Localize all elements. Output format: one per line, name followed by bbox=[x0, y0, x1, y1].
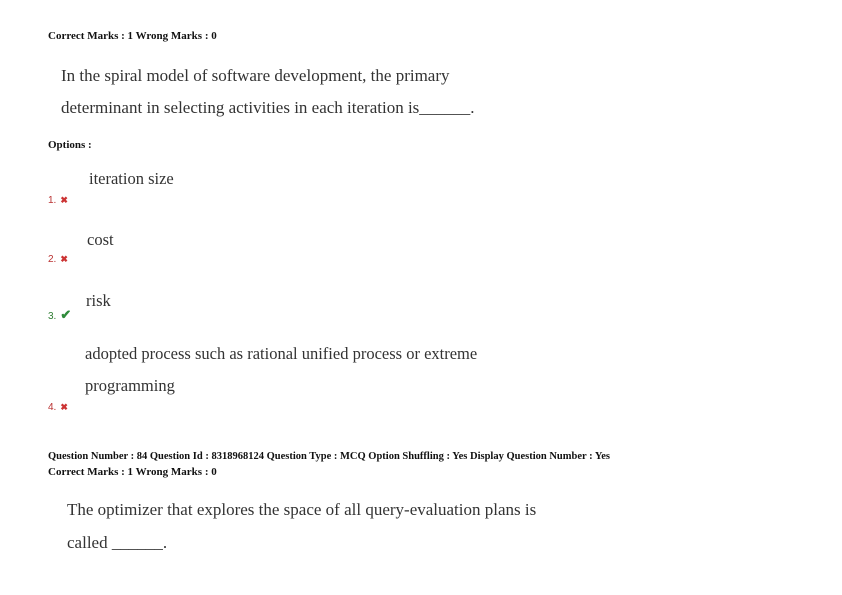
cross-icon: ✖ bbox=[60, 195, 68, 205]
check-icon: ✔ bbox=[60, 307, 72, 322]
option-2-text: cost bbox=[87, 230, 114, 249]
option-4-text-line-2: programming bbox=[85, 376, 175, 395]
options-label: Options : bbox=[48, 139, 92, 151]
option-1-marker bbox=[48, 190, 68, 208]
q1-marks: Correct Marks : 1 Wrong Marks : 0 bbox=[48, 30, 217, 42]
q2-meta: Question Number : 84 Question Id : 8318968124 Question Type : MCQ Option Shuffling : Yes Display Question Number : Yes bbox=[48, 451, 611, 462]
cross-icon: ✖ bbox=[60, 402, 68, 412]
option-4-number: 4. bbox=[48, 402, 57, 413]
option-3-marker bbox=[48, 306, 71, 324]
option-3-number: 3. bbox=[48, 311, 57, 322]
option-4-marker bbox=[48, 397, 68, 415]
option-1-text: iteration size bbox=[89, 169, 174, 188]
q2-question-line-1: The optimizer that explores the space of all query-evaluation plans is bbox=[67, 500, 537, 519]
q2-marks: Correct Marks : 1 Wrong Marks : 0 bbox=[48, 466, 217, 478]
option-1-number: 1. bbox=[48, 195, 57, 206]
cross-icon: ✖ bbox=[60, 254, 68, 264]
q1-question-line-1: In the spiral model of software development, the primary bbox=[61, 66, 450, 85]
option-2-number: 2. bbox=[48, 254, 57, 265]
option-3-text: risk bbox=[86, 291, 111, 310]
option-4-text-line-1: adopted process such as rational unified process or extreme bbox=[85, 344, 478, 363]
q2-question-line-2: called ______. bbox=[67, 533, 168, 552]
q1-question-line-2: determinant in selecting activities in each iteration is______. bbox=[61, 98, 475, 117]
option-2-marker bbox=[48, 249, 68, 267]
